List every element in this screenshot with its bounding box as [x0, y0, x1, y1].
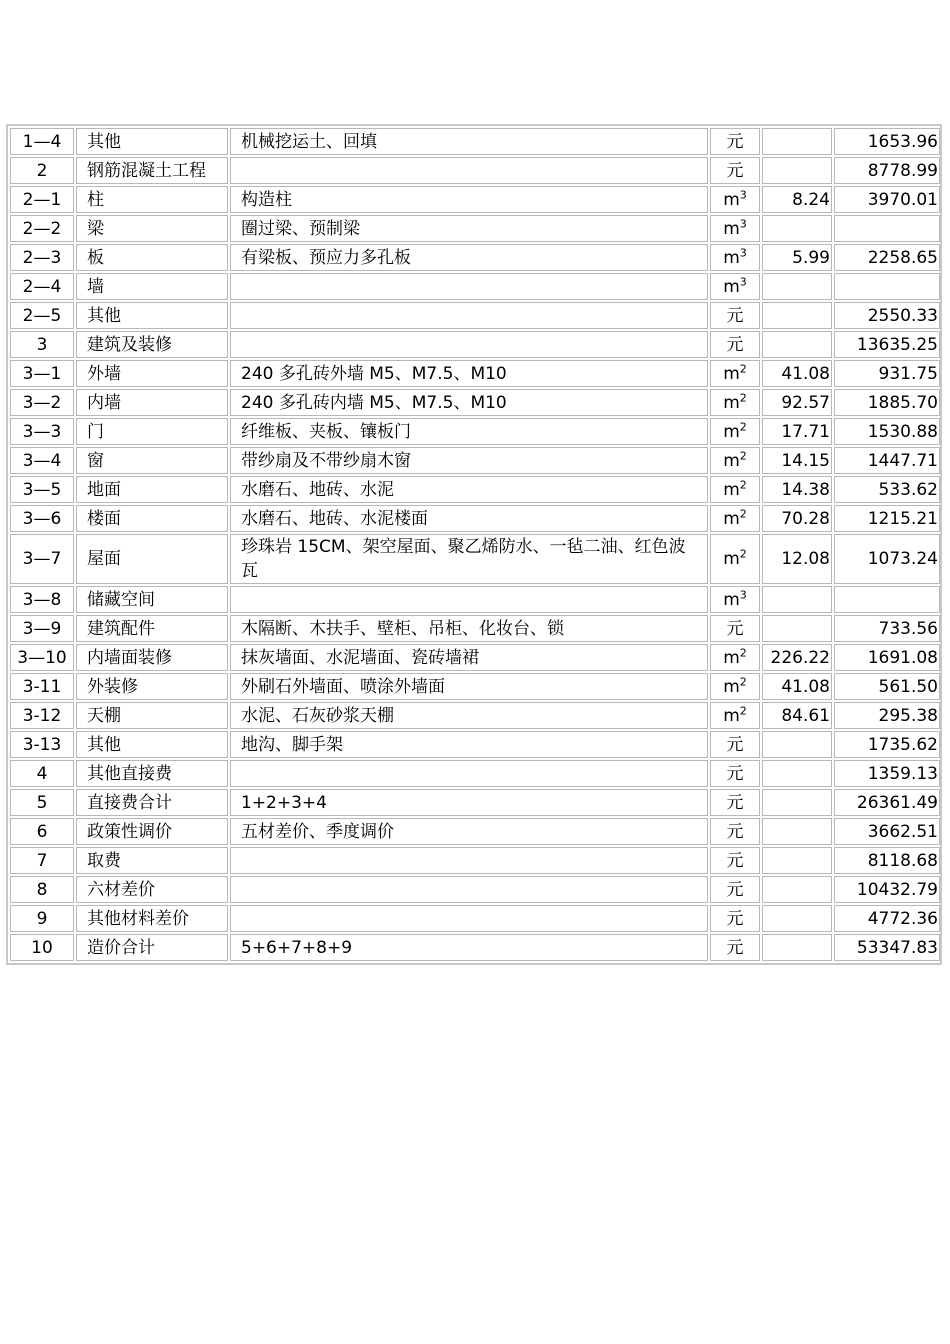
table-row: [10, 302, 940, 329]
unit-label: 元: [726, 160, 744, 181]
cost-table-container: [6, 124, 942, 965]
unit-exponent: 2: [739, 448, 747, 462]
item-name-cell: 六材差价: [76, 876, 228, 903]
item-name-cell: 建筑及装修: [76, 331, 228, 358]
table-row: [10, 934, 940, 961]
unit-cell: [710, 360, 760, 387]
unit-cell: [710, 760, 760, 787]
unit-cell: [710, 389, 760, 416]
table-row: [10, 476, 940, 503]
item-code-cell: 3—9: [10, 615, 74, 642]
item-name-cell: 天棚: [76, 702, 228, 729]
unit-cell: [710, 534, 760, 584]
table-row: [10, 360, 940, 387]
table-row: [10, 331, 940, 358]
item-name-cell: 外墙: [76, 360, 228, 387]
unit-exponent: 3: [739, 216, 747, 230]
item-description-cell: 240 多孔砖内墙 M5、M7.5、M10: [230, 389, 708, 416]
table-row: [10, 847, 940, 874]
item-name-cell: 储藏空间: [76, 586, 228, 613]
quantity-cell: [762, 157, 832, 184]
item-name-cell: 梁: [76, 215, 228, 242]
item-code-cell: 3—10: [10, 644, 74, 671]
amount-cell: 1447.71: [834, 447, 940, 474]
item-code-cell: 8: [10, 876, 74, 903]
quantity-cell: [762, 273, 832, 300]
table-row: [10, 789, 940, 816]
table-row: [10, 905, 940, 932]
quantity-cell: 17.71: [762, 418, 832, 445]
item-description-cell: [230, 905, 708, 932]
table-row: [10, 615, 940, 642]
amount-cell: 26361.49: [834, 789, 940, 816]
unit-label: 元: [726, 305, 744, 326]
unit-label: m: [723, 589, 740, 610]
unit-cell: [710, 905, 760, 932]
unit-cell: [710, 818, 760, 845]
unit-label: m: [723, 647, 740, 668]
table-row: [10, 534, 940, 584]
item-description-cell: 地沟、脚手架: [230, 731, 708, 758]
table-row: [10, 731, 940, 758]
quantity-cell: [762, 302, 832, 329]
item-code-cell: 6: [10, 818, 74, 845]
table-row: [10, 418, 940, 445]
unit-label: m: [723, 218, 740, 239]
item-description-cell: 5+6+7+8+9: [230, 934, 708, 961]
unit-label: 元: [726, 879, 744, 900]
item-name-cell: 其他材料差价: [76, 905, 228, 932]
unit-cell: [710, 215, 760, 242]
table-row: [10, 818, 940, 845]
table-row: [10, 215, 940, 242]
quantity-cell: [762, 934, 832, 961]
item-description-cell: 五材差价、季度调价: [230, 818, 708, 845]
quantity-cell: 84.61: [762, 702, 832, 729]
amount-cell: 1735.62: [834, 731, 940, 758]
item-code-cell: 3—2: [10, 389, 74, 416]
item-description-cell: 有梁板、预应力多孔板: [230, 244, 708, 271]
item-code-cell: 7: [10, 847, 74, 874]
item-code-cell: 9: [10, 905, 74, 932]
quantity-cell: 12.08: [762, 534, 832, 584]
table-row: [10, 876, 940, 903]
item-name-cell: 造价合计: [76, 934, 228, 961]
item-code-cell: 3-11: [10, 673, 74, 700]
unit-cell: [710, 273, 760, 300]
unit-cell: [710, 128, 760, 155]
quantity-cell: [762, 847, 832, 874]
item-code-cell: 3—1: [10, 360, 74, 387]
amount-cell: 2258.65: [834, 244, 940, 271]
table-row: [10, 702, 940, 729]
item-description-cell: 构造柱: [230, 186, 708, 213]
quantity-cell: 70.28: [762, 505, 832, 532]
item-description-cell: 240 多孔砖外墙 M5、M7.5、M10: [230, 360, 708, 387]
item-code-cell: 3—6: [10, 505, 74, 532]
item-code-cell: 10: [10, 934, 74, 961]
unit-cell: [710, 644, 760, 671]
table-row: [10, 760, 940, 787]
unit-label: 元: [726, 821, 744, 842]
amount-cell: 10432.79: [834, 876, 940, 903]
item-description-cell: 珍珠岩 15CM、架空屋面、聚乙烯防水、一毡二油、红色波瓦: [230, 534, 708, 584]
item-name-cell: 建筑配件: [76, 615, 228, 642]
quantity-cell: 5.99: [762, 244, 832, 271]
cost-table: [8, 126, 942, 963]
amount-cell: 1359.13: [834, 760, 940, 787]
item-code-cell: 3-12: [10, 702, 74, 729]
unit-exponent: 2: [739, 547, 747, 561]
unit-cell: [710, 331, 760, 358]
item-name-cell: 其他: [76, 302, 228, 329]
item-name-cell: 外装修: [76, 673, 228, 700]
item-name-cell: 其他直接费: [76, 760, 228, 787]
amount-cell: 1073.24: [834, 534, 940, 584]
quantity-cell: [762, 760, 832, 787]
quantity-cell: [762, 731, 832, 758]
item-name-cell: 其他: [76, 731, 228, 758]
unit-label: 元: [726, 334, 744, 355]
item-code-cell: 2: [10, 157, 74, 184]
quantity-cell: 41.08: [762, 673, 832, 700]
unit-exponent: 2: [739, 703, 747, 717]
item-description-cell: [230, 302, 708, 329]
table-row: [10, 389, 940, 416]
item-description-cell: 外刷石外墙面、喷涂外墙面: [230, 673, 708, 700]
table-row: [10, 505, 940, 532]
amount-cell: 733.56: [834, 615, 940, 642]
unit-label: 元: [726, 618, 744, 639]
unit-label: m: [723, 363, 740, 384]
amount-cell: 1691.08: [834, 644, 940, 671]
item-description-cell: 水泥、石灰砂浆天棚: [230, 702, 708, 729]
item-code-cell: 2—1: [10, 186, 74, 213]
unit-exponent: 3: [739, 245, 747, 259]
unit-cell: [710, 505, 760, 532]
item-description-cell: [230, 760, 708, 787]
unit-exponent: 2: [739, 477, 747, 491]
amount-cell: 2550.33: [834, 302, 940, 329]
table-row: [10, 644, 940, 671]
amount-cell: 295.38: [834, 702, 940, 729]
unit-exponent: 2: [739, 674, 747, 688]
unit-label: m: [723, 676, 740, 697]
unit-label: 元: [726, 792, 744, 813]
item-name-cell: 地面: [76, 476, 228, 503]
unit-label: m: [723, 276, 740, 297]
unit-label: 元: [726, 734, 744, 755]
quantity-cell: 92.57: [762, 389, 832, 416]
quantity-cell: [762, 905, 832, 932]
unit-label: m: [723, 421, 740, 442]
item-code-cell: 3: [10, 331, 74, 358]
quantity-cell: [762, 615, 832, 642]
item-name-cell: 钢筋混凝土工程: [76, 157, 228, 184]
unit-cell: [710, 244, 760, 271]
unit-exponent: 3: [739, 587, 747, 601]
unit-exponent: 3: [739, 187, 747, 201]
amount-cell: 1885.70: [834, 389, 940, 416]
item-name-cell: 内墙: [76, 389, 228, 416]
table-row: [10, 157, 940, 184]
item-name-cell: 直接费合计: [76, 789, 228, 816]
item-name-cell: 门: [76, 418, 228, 445]
item-description-cell: 水磨石、地砖、水泥楼面: [230, 505, 708, 532]
item-code-cell: 4: [10, 760, 74, 787]
quantity-cell: 14.15: [762, 447, 832, 474]
amount-cell: 13635.25: [834, 331, 940, 358]
unit-cell: [710, 157, 760, 184]
item-description-cell: [230, 273, 708, 300]
quantity-cell: 14.38: [762, 476, 832, 503]
unit-label: m: [723, 189, 740, 210]
unit-label: m: [723, 450, 740, 471]
unit-cell: [710, 702, 760, 729]
item-description-cell: [230, 876, 708, 903]
item-description-cell: 纤维板、夹板、镶板门: [230, 418, 708, 445]
amount-cell: 3970.01: [834, 186, 940, 213]
amount-cell: 3662.51: [834, 818, 940, 845]
item-description-cell: [230, 847, 708, 874]
item-name-cell: 窗: [76, 447, 228, 474]
unit-label: m: [723, 479, 740, 500]
table-row: [10, 673, 940, 700]
unit-cell: [710, 789, 760, 816]
unit-cell: [710, 673, 760, 700]
item-name-cell: 板: [76, 244, 228, 271]
item-code-cell: 3—4: [10, 447, 74, 474]
item-description-cell: 抹灰墙面、水泥墙面、瓷砖墙裙: [230, 644, 708, 671]
unit-exponent: 2: [739, 361, 747, 375]
unit-label: 元: [726, 908, 744, 929]
table-row: [10, 244, 940, 271]
item-name-cell: 内墙面装修: [76, 644, 228, 671]
item-name-cell: 政策性调价: [76, 818, 228, 845]
unit-cell: [710, 731, 760, 758]
amount-cell: 931.75: [834, 360, 940, 387]
item-name-cell: 墙: [76, 273, 228, 300]
quantity-cell: [762, 876, 832, 903]
table-row: [10, 186, 940, 213]
table-row: [10, 447, 940, 474]
unit-label: m: [723, 549, 740, 569]
quantity-cell: 8.24: [762, 186, 832, 213]
item-name-cell: 其他: [76, 128, 228, 155]
quantity-cell: [762, 789, 832, 816]
item-description-cell: [230, 157, 708, 184]
item-code-cell: 3—8: [10, 586, 74, 613]
item-description-cell: 水磨石、地砖、水泥: [230, 476, 708, 503]
amount-cell: [834, 273, 940, 300]
amount-cell: 1530.88: [834, 418, 940, 445]
quantity-cell: [762, 128, 832, 155]
quantity-cell: [762, 586, 832, 613]
item-code-cell: 2—4: [10, 273, 74, 300]
amount-cell: 8118.68: [834, 847, 940, 874]
unit-cell: [710, 876, 760, 903]
amount-cell: [834, 586, 940, 613]
cost-table-body: [10, 128, 940, 961]
item-description-cell: 带纱扇及不带纱扇木窗: [230, 447, 708, 474]
unit-cell: [710, 586, 760, 613]
amount-cell: 53347.83: [834, 934, 940, 961]
item-name-cell: 屋面: [76, 534, 228, 584]
item-description-cell: [230, 331, 708, 358]
unit-exponent: 2: [739, 506, 747, 520]
quantity-cell: [762, 331, 832, 358]
amount-cell: 1653.96: [834, 128, 940, 155]
unit-cell: [710, 934, 760, 961]
item-code-cell: 2—2: [10, 215, 74, 242]
amount-cell: 561.50: [834, 673, 940, 700]
table-row: [10, 128, 940, 155]
unit-label: m: [723, 392, 740, 413]
unit-cell: [710, 418, 760, 445]
unit-label: 元: [726, 850, 744, 871]
amount-cell: 533.62: [834, 476, 940, 503]
quantity-cell: [762, 215, 832, 242]
item-name-cell: 楼面: [76, 505, 228, 532]
unit-exponent: 2: [739, 419, 747, 433]
unit-label: m: [723, 705, 740, 726]
unit-exponent: 3: [739, 274, 747, 288]
unit-cell: [710, 186, 760, 213]
item-code-cell: 5: [10, 789, 74, 816]
amount-cell: 4772.36: [834, 905, 940, 932]
item-code-cell: 3—3: [10, 418, 74, 445]
item-code-cell: 1—4: [10, 128, 74, 155]
table-row: [10, 586, 940, 613]
quantity-cell: 226.22: [762, 644, 832, 671]
amount-cell: 8778.99: [834, 157, 940, 184]
unit-cell: [710, 847, 760, 874]
quantity-cell: 41.08: [762, 360, 832, 387]
unit-label: 元: [726, 763, 744, 784]
item-code-cell: 3—7: [10, 534, 74, 584]
item-name-cell: 取费: [76, 847, 228, 874]
unit-label: m: [723, 247, 740, 268]
unit-cell: [710, 447, 760, 474]
item-code-cell: 2—5: [10, 302, 74, 329]
item-description-cell: 1+2+3+4: [230, 789, 708, 816]
amount-cell: 1215.21: [834, 505, 940, 532]
unit-cell: [710, 615, 760, 642]
item-description-cell: 机械挖运土、回填: [230, 128, 708, 155]
item-description-cell: 木隔断、木扶手、壁柜、吊柜、化妆台、锁: [230, 615, 708, 642]
item-name-cell: 柱: [76, 186, 228, 213]
unit-label: 元: [726, 131, 744, 152]
unit-exponent: 2: [739, 645, 747, 659]
unit-cell: [710, 476, 760, 503]
item-code-cell: 2—3: [10, 244, 74, 271]
unit-label: 元: [726, 937, 744, 958]
unit-label: m: [723, 508, 740, 529]
unit-exponent: 2: [739, 390, 747, 404]
unit-cell: [710, 302, 760, 329]
item-code-cell: 3-13: [10, 731, 74, 758]
amount-cell: [834, 215, 940, 242]
item-code-cell: 3—5: [10, 476, 74, 503]
quantity-cell: [762, 818, 832, 845]
item-description-cell: 圈过梁、预制梁: [230, 215, 708, 242]
table-row: [10, 273, 940, 300]
item-description-cell: [230, 586, 708, 613]
